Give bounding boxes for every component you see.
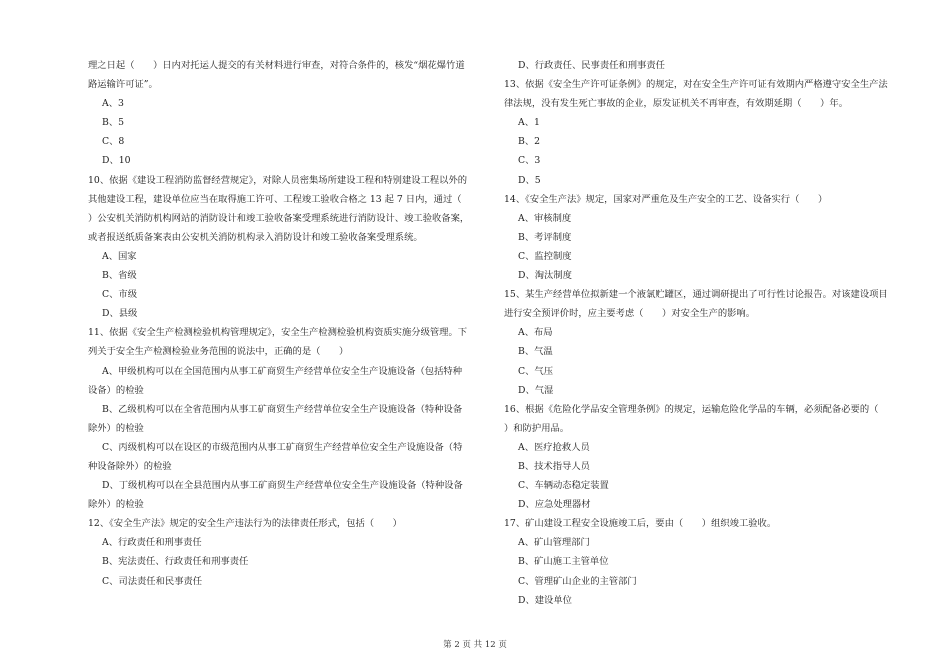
answer-option: D、县级	[102, 308, 138, 320]
question-text-line: 设备）的检验	[88, 384, 144, 396]
question-text-line: 14、《安全生产法》规定，国家对严重危及生产安全的工艺、设备实行（ ）	[504, 193, 828, 205]
question-text-line: 除外）的检验	[88, 499, 144, 511]
question-text-line: 10、依据《建设工程消防监督经营规定》，对除人员密集场所建设工程和特别建设工程以外的	[88, 174, 468, 186]
answer-option: A、甲级机构可以在全国范围内从事工矿商贸生产经营单位安全生产设施设备（包括特种	[102, 365, 462, 377]
answer-option: D、10	[102, 155, 131, 167]
answer-option: B、宪法责任、行政责任和刑事责任	[102, 556, 249, 568]
answer-option: A、矿山管理部门	[518, 537, 590, 549]
question-text-line: 理之日起（ ）日内对托运人提交的有关材料进行审查，对符合条件的，核发“烟花爆竹道	[88, 60, 465, 71]
answer-option: C、车辆动态稳定装置	[518, 480, 609, 492]
question-text-line: 列关于安全生产检测检验业务范围的说法中，正确的是（ ）	[88, 346, 349, 358]
question-text-line: 16、根据《危险化学品安全管理条例》的规定，运输危险化学品的车辆，必须配备必要的（	[504, 403, 879, 415]
question-text-line: 律法规，没有发生死亡事故的企业，原发证机关不再审查，有效期延期（ ）年。	[504, 98, 848, 110]
question-text-line: 除外）的检验	[88, 422, 144, 434]
right-column	[504, 56, 909, 610]
question-text-line: 其他建设工程，建设单位应当在取得施工许可、工程竣工验收合格之 13 起 7 日内，通过（	[88, 193, 462, 205]
question-text-line: ）和防护用品。	[504, 422, 570, 434]
answer-option: C、市级	[102, 289, 138, 301]
answer-option: D、建设单位	[518, 594, 572, 606]
page-number: 第 2 页 共 12 页	[443, 640, 507, 650]
question-text-line: 17、矿山建设工程安全设施竣工后，要由（ ）组织竣工验收。	[504, 518, 777, 530]
answer-option: C、司法责任和民事责任	[102, 575, 203, 587]
answer-option: C、管理矿山企业的主管部门	[518, 575, 637, 587]
answer-option: C、8	[102, 136, 125, 148]
answer-option: D、气湿	[518, 384, 554, 396]
answer-option: C、气压	[518, 365, 554, 377]
answer-option: B、省级	[102, 270, 137, 282]
answer-option: B、矿山施工主管单位	[518, 556, 609, 568]
answer-option: B、2	[518, 136, 541, 148]
question-text-line: ）公安机关消防机构网站的消防设计和竣工验收备案受理系统进行消防设计、竣工验收备案，	[88, 212, 470, 224]
answer-option: B、乙级机构可以在全省范围内从事工矿商贸生产经营单位安全生产设施设备（特种设备	[102, 403, 463, 415]
answer-option: D、淘汰制度	[518, 270, 572, 282]
question-text-line: 11、依据《安全生产检测检验机构管理规定》，安全生产检测检验机构资质实施分级管理。下	[88, 327, 468, 339]
answer-option: D、丁级机构可以在全县范围内从事工矿商贸生产经营单位安全生产设施设备（特种设备	[102, 480, 463, 492]
answer-option: A、布局	[518, 327, 553, 339]
answer-option: D、应急处理器材	[518, 499, 591, 511]
question-text-line: 或者报送纸质备案表由公安机关消防机构录入消防设计和竣工验收备案受理系统。	[88, 231, 423, 243]
answer-option: B、技术指导人员	[518, 460, 590, 472]
question-text-line: 进行安全预评价时，应主要考虑（ ）对安全生产的影响。	[504, 308, 756, 320]
answer-option: A、1	[518, 117, 540, 129]
answer-option: B、考评制度	[518, 231, 572, 243]
answer-option: A、3	[102, 98, 124, 110]
left-column	[88, 56, 488, 591]
question-text-line: 12、《安全生产法》规定的安全生产违法行为的法律责任形式，包括（ ）	[88, 518, 402, 530]
question-text-line: 13、依据《安全生产许可证条例》的规定，对在安全生产许可证有效期内严格遵守安全生产法	[504, 79, 888, 91]
answer-option: D、行政责任、民事责任和刑事责任	[518, 60, 665, 71]
question-text-line: 15、某生产经营单位拟新建一个液氯贮罐区，通过调研提出了可行性讨论报告。对该建设项目	[504, 289, 888, 301]
question-text-line: 路运输许可证”。	[88, 79, 158, 91]
answer-option: A、国家	[102, 250, 137, 262]
answer-option: A、审核制度	[518, 212, 572, 224]
answer-option: C、3	[518, 155, 541, 167]
answer-option: C、丙级机构可以在设区的市级范围内从事工矿商贸生产经营单位安全生产设施设备（特	[102, 441, 463, 453]
answer-option: B、气温	[518, 346, 553, 358]
answer-option: A、行政责任和刑事责任	[102, 537, 202, 549]
question-text-line: 种设备除外）的检验	[88, 460, 172, 472]
answer-option: A、医疗抢救人员	[518, 441, 590, 453]
answer-option: C、监控制度	[518, 250, 572, 262]
answer-option: B、5	[102, 117, 125, 129]
answer-option: D、5	[518, 174, 541, 186]
